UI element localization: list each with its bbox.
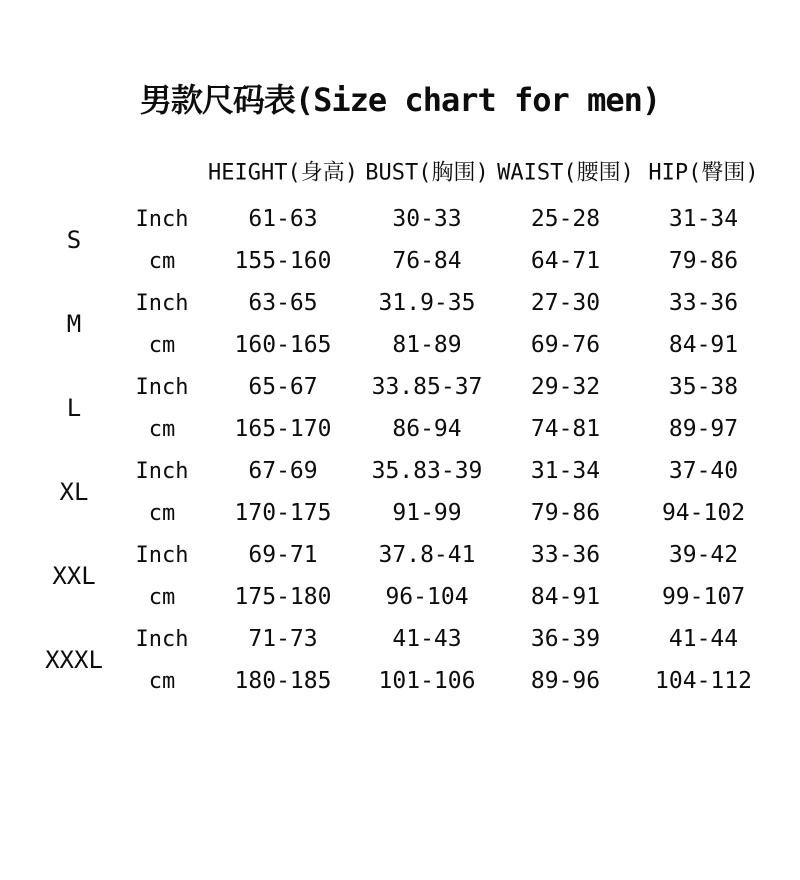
waist-cm-value: 84-91 [530, 584, 601, 610]
size-label-s: S [66, 226, 82, 254]
waist-inch-value: 29-32 [530, 374, 601, 400]
bust-cm-value: 86-94 [392, 416, 462, 442]
hip-cm-value: 84-91 [668, 332, 739, 358]
waist-inch-value: 25-28 [530, 206, 601, 232]
table-row-xxl-cm [30, 576, 770, 618]
height-cm-value: 165-170 [234, 416, 332, 442]
bust-inch-value: 30-33 [392, 206, 462, 232]
hip-cm-value: 79-86 [668, 248, 739, 274]
hip-cm-value: 94-102 [661, 500, 746, 526]
hip-cm-value: 89-97 [668, 416, 739, 442]
bust-cm-value: 96-104 [385, 584, 469, 610]
height-cm-value: 160-165 [234, 332, 332, 358]
bust-inch-value: 33.85-37 [371, 374, 483, 400]
header-row [30, 156, 770, 198]
unit-label-cm: cm [148, 584, 176, 610]
unit-label-inch: Inch [135, 458, 189, 484]
hip-inch-value: 37-40 [668, 458, 739, 484]
waist-cm-value: 74-81 [530, 416, 601, 442]
unit-label-cm: cm [148, 416, 176, 442]
header-hip [637, 156, 770, 198]
bust-cm-value: 76-84 [392, 248, 462, 274]
bust-cm-value: 81-89 [392, 332, 462, 358]
header-bust-label: BUST(胸围) [365, 160, 489, 186]
table-row-m-inch [30, 282, 770, 324]
table-row-m-cm [30, 324, 770, 366]
table-row-xl-cm [30, 492, 770, 534]
table-row-l-inch [30, 366, 770, 408]
waist-inch-value: 36-39 [530, 626, 601, 652]
bust-inch-value: 41-43 [392, 626, 462, 652]
table-row-s-inch [30, 198, 770, 240]
hip-inch-value: 31-34 [668, 206, 739, 232]
bust-cm-value: 101-106 [378, 668, 476, 694]
table-row-xxxl-cm [30, 660, 770, 702]
bust-inch-value: 35.83-39 [371, 458, 483, 484]
size-label-xxxl: XXXL [45, 646, 103, 674]
waist-cm-value: 89-96 [530, 668, 601, 694]
unit-label-cm: cm [148, 668, 176, 694]
waist-inch-value: 31-34 [530, 458, 601, 484]
header-waist [494, 156, 637, 198]
waist-cm-value: 79-86 [530, 500, 601, 526]
height-inch-value: 65-67 [248, 374, 318, 400]
header-height-label: HEIGHT(身高) [208, 160, 358, 186]
waist-cm-value: 69-76 [530, 332, 601, 358]
bust-inch-value: 37.8-41 [378, 542, 476, 568]
table-row-l-cm [30, 408, 770, 450]
unit-label-cm: cm [148, 332, 176, 358]
header-bust [360, 156, 494, 198]
header-waist-label: WAIST(腰围) [497, 160, 634, 186]
waist-inch-value: 33-36 [530, 542, 601, 568]
header-size-spacer [30, 156, 118, 198]
unit-label-inch: Inch [135, 290, 189, 316]
unit-label-inch: Inch [135, 542, 189, 568]
bust-inch-value: 31.9-35 [378, 290, 476, 316]
page-title: 男款尺码表(Size chart for men) [139, 81, 661, 119]
unit-label-inch: Inch [135, 626, 189, 652]
hip-inch-value: 35-38 [668, 374, 739, 400]
height-inch-value: 69-71 [248, 542, 318, 568]
unit-label-inch: Inch [135, 374, 189, 400]
hip-inch-value: 41-44 [668, 626, 739, 652]
header-unit-spacer [118, 156, 206, 198]
height-cm-value: 170-175 [234, 500, 332, 526]
waist-inch-value: 27-30 [530, 290, 601, 316]
header-height [206, 156, 360, 198]
unit-label-cm: cm [148, 248, 176, 274]
hip-inch-value: 33-36 [668, 290, 739, 316]
table-row-xxxl-inch [30, 618, 770, 660]
height-cm-value: 155-160 [234, 248, 332, 274]
table-row-xxl-inch [30, 534, 770, 576]
table-row-s-cm [30, 240, 770, 282]
size-label-l: L [66, 394, 82, 422]
hip-cm-value: 99-107 [661, 584, 746, 610]
size-label-m: M [66, 310, 82, 338]
header-hip-label: HIP(臀围) [648, 160, 759, 186]
height-inch-value: 71-73 [248, 626, 318, 652]
size-label-xxl: XXL [52, 562, 96, 590]
height-inch-value: 61-63 [248, 206, 318, 232]
size-table [30, 156, 770, 702]
hip-cm-value: 104-112 [655, 668, 752, 694]
size-label-xl: XL [59, 478, 89, 506]
bust-cm-value: 91-99 [392, 500, 462, 526]
height-cm-value: 175-180 [234, 584, 332, 610]
unit-label-cm: cm [148, 500, 176, 526]
waist-cm-value: 64-71 [530, 248, 601, 274]
size-chart-image [0, 80, 800, 880]
height-inch-value: 67-69 [248, 458, 318, 484]
height-cm-value: 180-185 [234, 668, 332, 694]
height-inch-value: 63-65 [248, 290, 318, 316]
table-row-xl-inch [30, 450, 770, 492]
hip-inch-value: 39-42 [668, 542, 739, 568]
unit-label-inch: Inch [135, 206, 189, 232]
